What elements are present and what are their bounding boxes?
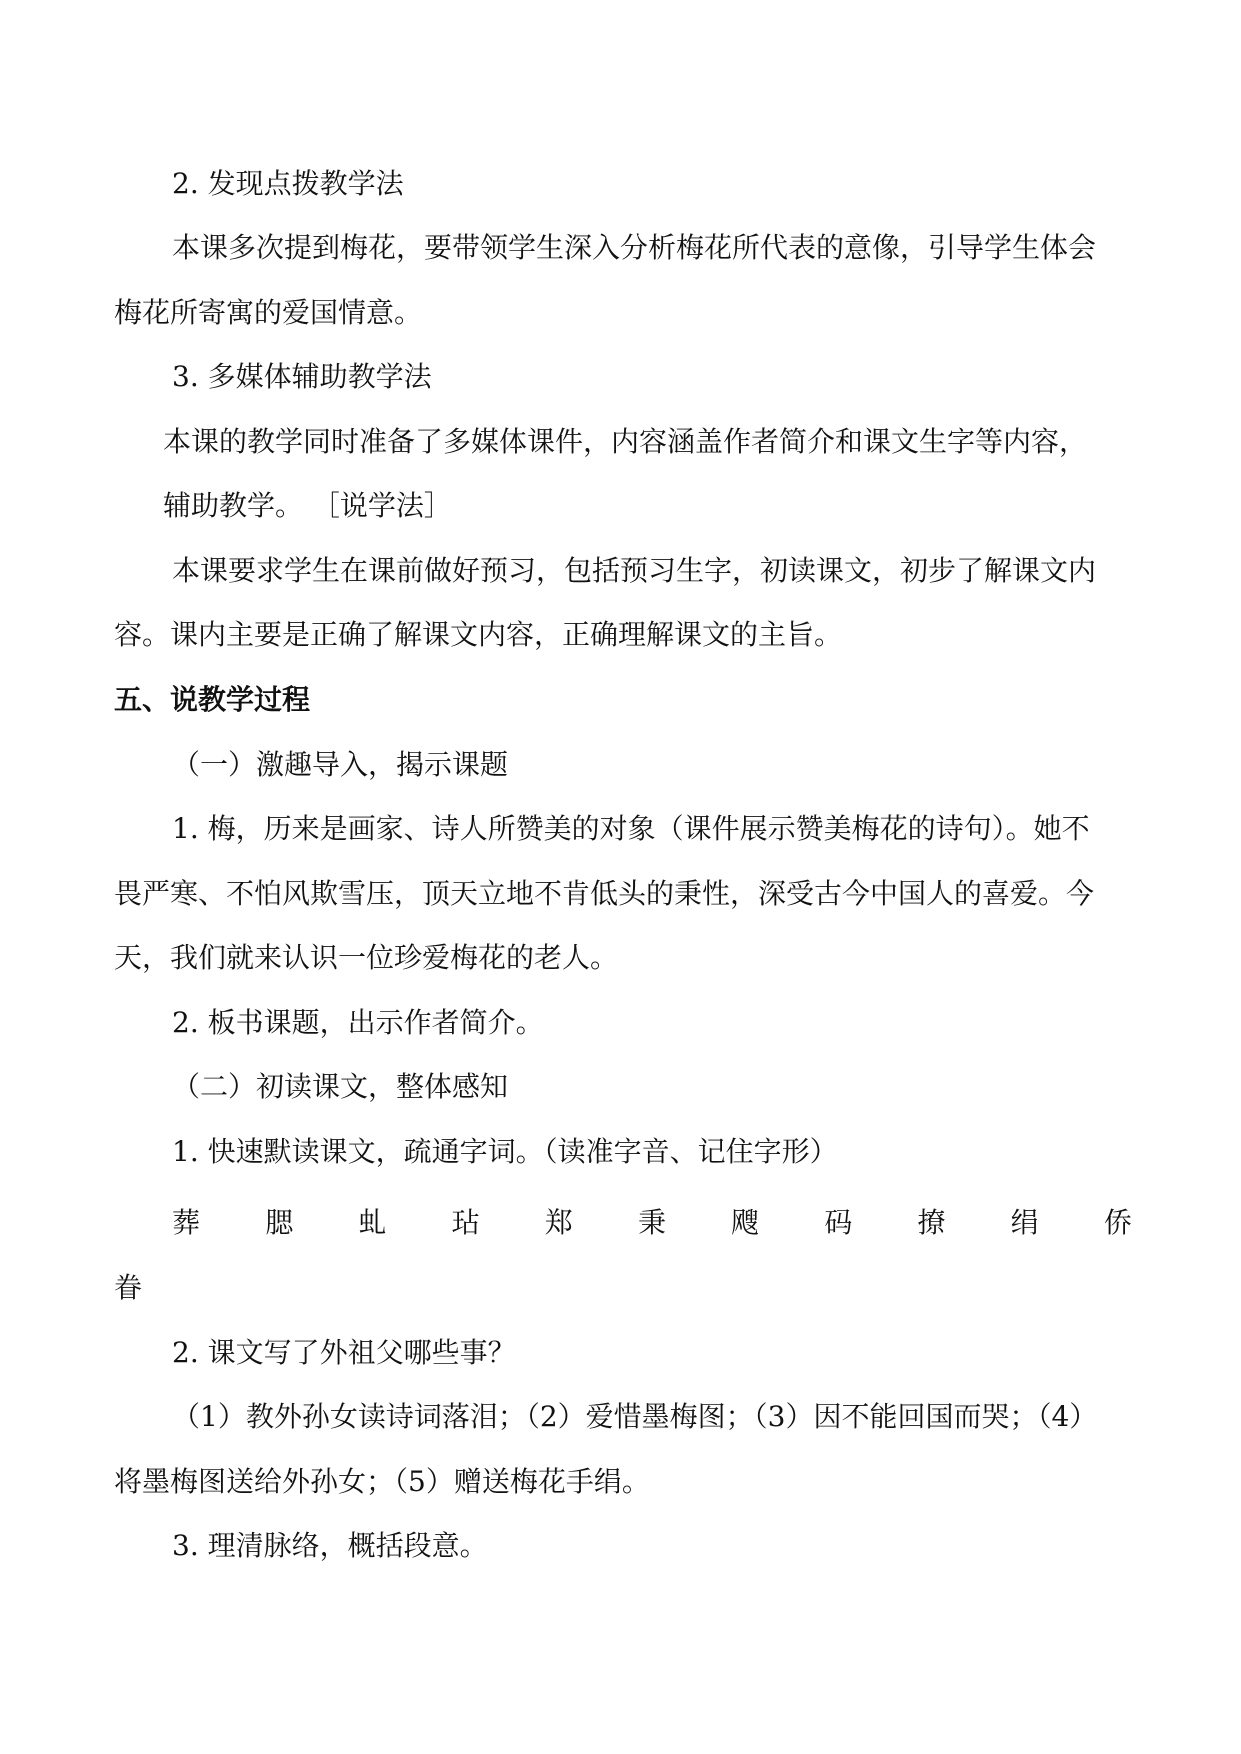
vocab-char: 撩 — [917, 1206, 946, 1239]
vocab-char: 玷 — [451, 1206, 480, 1239]
paragraph-line: 将墨梅图送给外孙女；（5）赠送梅花手绢。 — [114, 1465, 650, 1498]
vocab-char: 码 — [824, 1206, 853, 1239]
vocab-char: 侨 — [1103, 1206, 1132, 1239]
vocab-char: 郑 — [544, 1206, 573, 1239]
method-3-heading: 3. 多媒体辅助教学法 — [172, 360, 432, 393]
method-2-heading: 2. 发现点拨教学法 — [172, 167, 404, 200]
paragraph-line: 容。课内主要是正确了解课文内容，正确理解课文的主旨。 — [114, 618, 843, 651]
paragraph-line: 天，我们就来认识一位珍爱梅花的老人。 — [114, 941, 619, 974]
paragraph-line: 1. 梅，历来是画家、诗人所赞美的对象（课件展示赞美梅花的诗句）。她不 — [172, 812, 1090, 845]
vocab-char: 葬 — [172, 1206, 201, 1239]
paragraph-line: 3. 理清脉络，概括段意。 — [172, 1529, 488, 1562]
paragraph-line: 本课多次提到梅花，要带领学生深入分析梅花所代表的意像，引导学生体会 — [172, 231, 1097, 264]
vocab-char: 虬 — [358, 1206, 387, 1239]
vocab-char-wrapped: 眷 — [114, 1271, 143, 1304]
vocabulary-characters — [172, 1203, 1132, 1243]
paragraph-line: 辅助教学。 ［说学法］ — [163, 489, 452, 522]
subsection-heading: （二）初读课文，整体感知 — [172, 1070, 509, 1103]
paragraph-line: 本课的教学同时准备了多媒体课件，内容涵盖作者简介和课文生字等内容， — [163, 425, 1088, 458]
subsection-heading: （一）激趣导入，揭示课题 — [172, 748, 509, 781]
paragraph-line: （1）教外孙女读诗词落泪；（2）爱惜墨梅图；（3）因不能回国而哭；（4） — [172, 1400, 1098, 1433]
paragraph-line: 1. 快速默读课文，疏通字词。（读准字音、记住字形） — [172, 1135, 838, 1168]
section-heading: 五、说教学过程 — [114, 683, 311, 716]
vocab-char: 秉 — [637, 1206, 666, 1239]
paragraph-line: 梅花所寄寓的爱国情意。 — [114, 296, 423, 329]
vocab-char: 飕 — [731, 1206, 760, 1239]
vocab-char: 腮 — [265, 1206, 294, 1239]
paragraph-line: 畏严寒、不怕风欺雪压，顶天立地不肯低头的秉性，深受古今中国人的喜爱。今 — [114, 877, 1095, 910]
paragraph-line: 本课要求学生在课前做好预习，包括预习生字，初读课文，初步了解课文内 — [172, 554, 1097, 587]
paragraph-line: 2. 板书课题，出示作者简介。 — [172, 1006, 544, 1039]
vocab-char: 绢 — [1010, 1206, 1039, 1239]
paragraph-line: 2. 课文写了外祖父哪些事？ — [172, 1336, 516, 1369]
